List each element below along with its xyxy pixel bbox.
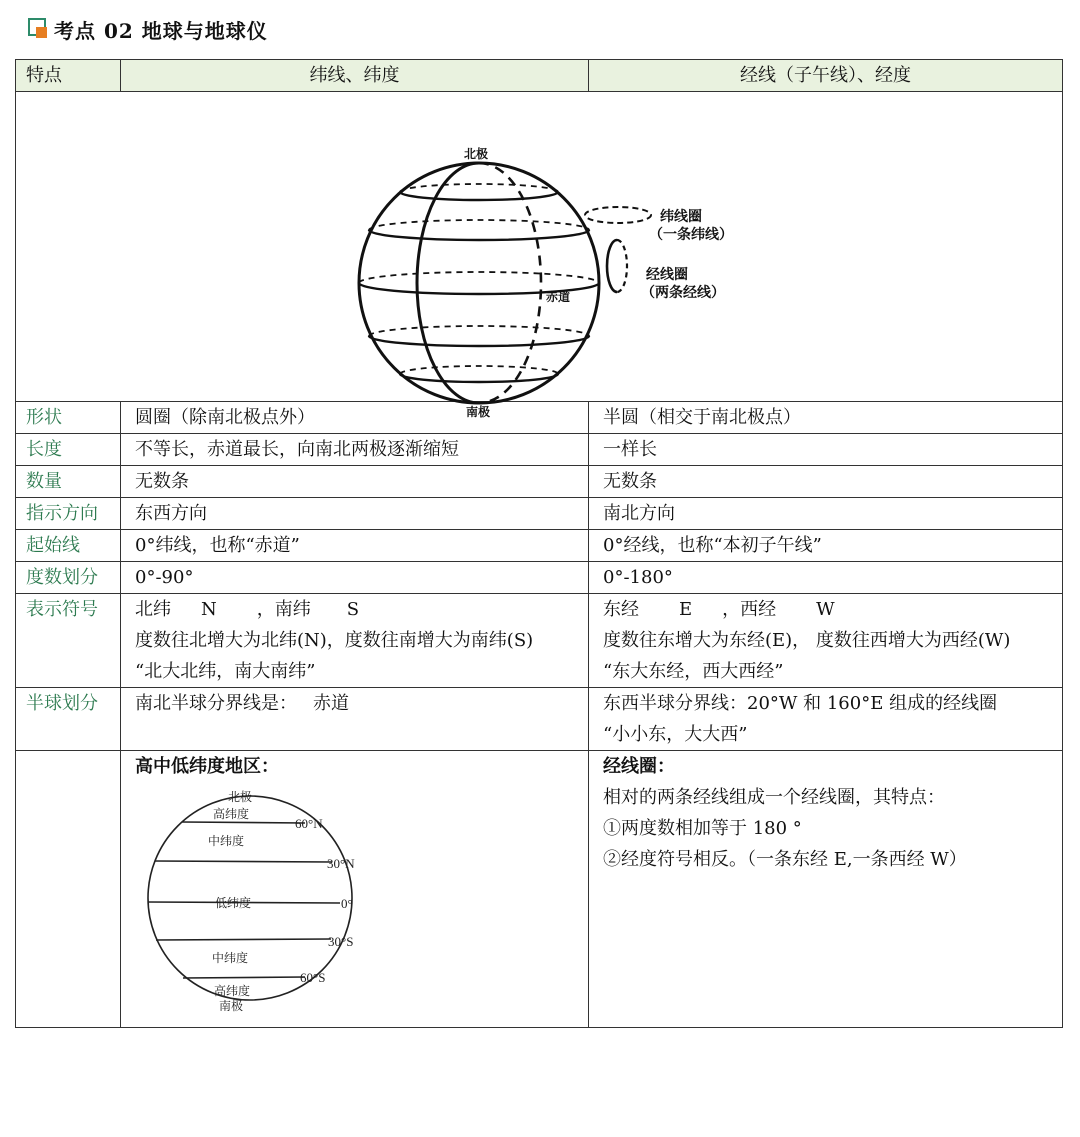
legend-lat-title: 纬线圈: [660, 209, 702, 225]
row-label-empty: [16, 751, 121, 1028]
latitude-cell: [121, 594, 589, 688]
zone-line-30s: [156, 939, 331, 940]
comparison-table: [15, 59, 1063, 1028]
table-row: [16, 402, 1063, 434]
latitude-cell: 东西方向: [121, 498, 589, 530]
longitude-cell: [589, 594, 1063, 688]
deg-60s: 60°S: [300, 970, 326, 985]
latitude-zones-diagram: [135, 782, 395, 1013]
row-label: 表示符号: [16, 594, 121, 688]
latitude-line: [369, 336, 589, 346]
table-row-symbols: [16, 594, 1063, 688]
table-row: [16, 466, 1063, 498]
latitude-cell: 圆圈（除南北极点外）: [121, 402, 589, 434]
label-north-pole: 北极: [464, 147, 489, 161]
header-latitude: 纬线、纬度: [121, 60, 589, 92]
label-south-pole: 南极: [466, 405, 491, 419]
longitude-cell: [589, 688, 1063, 751]
row-label: 半球划分: [16, 688, 121, 751]
zone-high-south: 高纬度: [214, 984, 251, 998]
legend-lat-desc: （一条纬线）: [649, 227, 733, 243]
latitude-cell: 不等长，赤道最长，向南北两极逐渐缩短: [121, 434, 589, 466]
symbol-s: S: [346, 599, 360, 620]
table-row: [16, 434, 1063, 466]
ns-boundary-text: 南北半球分界线是：: [135, 693, 297, 714]
zone-line-60n: [182, 822, 305, 823]
longitude-cell: 南北方向: [589, 498, 1063, 530]
zone-mid-north: 中纬度: [208, 834, 245, 848]
ns-boundary-value: 赤道: [313, 693, 349, 714]
row-label: 长度: [16, 434, 121, 466]
latitude-circle-legend-icon: [585, 207, 651, 223]
legend-lon-desc: （两条经线）: [641, 285, 725, 301]
table-row: [16, 498, 1063, 530]
zone-line-60s: [183, 977, 305, 978]
row-label: 数量: [16, 466, 121, 498]
symbol-n: N: [201, 599, 217, 620]
section-title: 考点 02 地球与地球仪: [54, 18, 268, 43]
meridian-circle-rule-1: ①两度数相加等于 180 °: [603, 818, 802, 839]
section-icon: [26, 16, 50, 42]
row-label: 度数划分: [16, 562, 121, 594]
header-longitude: 经线（子午线）、经度: [589, 60, 1063, 92]
table-header-row: [16, 60, 1063, 92]
row-label: 形状: [16, 402, 121, 434]
lat-symbol-mnemonic: “北大北纬，南大南纬”: [135, 661, 316, 682]
latitude-zones-cell: [121, 751, 589, 1028]
latitude-cell: 0°纬线，也称“赤道”: [121, 530, 589, 562]
meridian-circle-title: 经线圈：: [603, 756, 675, 777]
zone-north-pole: 北极: [228, 790, 253, 804]
deg-60n: 60°N: [295, 816, 323, 831]
deg-30n: 30°N: [327, 856, 355, 871]
row-label: 指示方向: [16, 498, 121, 530]
lat-symbol-rule: 度数往北增大为北纬(N)，度数往南增大为南纬(S): [135, 630, 534, 651]
longitude-cell: 0°经线，也称“本初子午线”: [589, 530, 1063, 562]
latitude-line: [400, 192, 558, 200]
ew-boundary-text: 东西半球分界线：20°W 和 160°E 组成的经线圈: [603, 693, 998, 714]
lon-symbol-mnemonic: “东大东经，西大西经”: [603, 661, 784, 682]
symbol-w: W: [816, 599, 835, 620]
text-north-lat: 北纬: [135, 599, 171, 620]
text-south-lat: ，南纬: [256, 599, 311, 620]
lon-symbol-line: [603, 594, 1056, 625]
table-row-zones: [16, 751, 1063, 1028]
zone-mid-south: 中纬度: [212, 951, 249, 965]
latitude-cell: [121, 688, 589, 751]
latitude-line: [400, 374, 558, 382]
latitude-cell: 0°-90°: [121, 562, 589, 594]
deg-30s: 30°S: [328, 934, 354, 949]
latitude-cell: 无数条: [121, 466, 589, 498]
text-west-lon: ，西经: [722, 599, 777, 620]
row-label: 起始线: [16, 530, 121, 562]
latitude-line: [369, 230, 589, 240]
section-heading: [26, 12, 268, 46]
longitude-cell: 半圆（相交于南北极点）: [589, 402, 1063, 434]
header-feature: 特点: [16, 60, 121, 92]
longitude-cell: 无数条: [589, 466, 1063, 498]
longitude-cell: 0°-180°: [589, 562, 1063, 594]
meridian-circle-rule-2: ②经度符号相反。（一条东经 E,一条西经 W）: [603, 849, 967, 870]
zone-line-30n: [155, 861, 332, 862]
deg-0: 0°: [341, 896, 353, 911]
meridian-circle-cell: [589, 751, 1063, 1028]
zone-south-pole: 南极: [219, 999, 244, 1013]
longitude-cell: 一样长: [589, 434, 1063, 466]
table-row: [16, 562, 1063, 594]
lat-symbol-line: [135, 594, 582, 625]
ew-boundary-mnemonic: “小小东，大大西”: [603, 724, 748, 745]
legend-lon-title: 经线圈: [646, 267, 688, 283]
meridian-circle-desc: 相对的两条经线组成一个经线圈，其特点：: [603, 787, 945, 808]
table-row: [16, 530, 1063, 562]
text-east-lon: 东经: [603, 599, 639, 620]
globe-figure-row: [16, 92, 1063, 402]
meridian-circle-legend-icon: [607, 240, 617, 292]
label-equator: 赤道: [546, 290, 571, 304]
table-row-hemisphere: [16, 688, 1063, 751]
symbol-e: E: [679, 599, 693, 620]
zone-high-north: 高纬度: [213, 807, 250, 821]
zone-low: 低纬度: [215, 896, 252, 910]
lon-symbol-rule: 度数往东增大为东经(E)， 度数往西增大为西经(W): [603, 630, 1011, 651]
latitude-zones-title: 高中低纬度地区：: [135, 756, 279, 777]
